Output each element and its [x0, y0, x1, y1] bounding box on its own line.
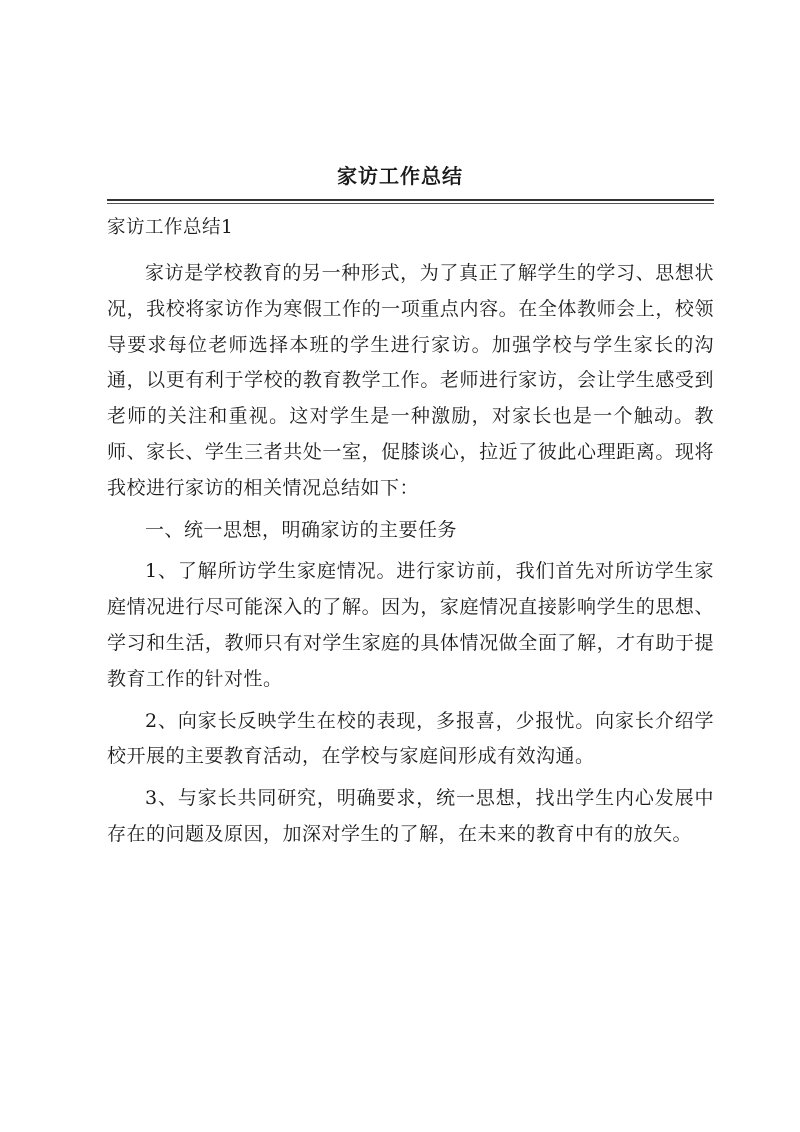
- paragraph-item-3: 3、与家长共同研究，明确要求，统一思想，找出学生内心发展中存在的问题及原因，加深对学生的了解，在未来的教育中有的放矢。: [107, 787, 714, 845]
- paragraph-item-2: 2、向家长反映学生在校的表现，多报喜，少报忧。向家长介绍学校开展的主要教育活动，在学校与家庭间形成有效沟通。: [107, 709, 714, 768]
- title-divider-thin: [107, 203, 714, 204]
- body-text: [107, 256, 714, 853]
- title-divider-thick: [107, 199, 714, 201]
- document-title: 家访工作总结: [337, 164, 463, 188]
- paragraph-item-1: 1、了解所访学生家庭情况。进行家访前，我们首先对所访学生家庭情况进行尽可能深入的了解。因为，家庭情况直接影响学生的思想、学习和生活，教师只有对学生家庭的具体情况做全面了解，才有助于提教育工作的针对性。: [107, 560, 714, 690]
- paragraph-intro: 家访是学校教育的另一种形式，为了真正了解学生的学习、思想状况，我校将家访作为寒假工作的一项重点内容。在全体教师会上，校领导要求每位老师选择本班的学生进行家访。加强学校与学生家长的沟通，以更有利于学校的教育教学工作。老师进行家访，会让学生感受到老师的关注和重视。这对学生是一种激励，对家长也是一个触动。教师、家长、学生三者共处一室，促膝谈心，拉近了彼此心理距离。现将我校进行家访的相关情况总结如下：: [107, 262, 714, 499]
- section-heading: 家访工作总结1: [107, 217, 234, 238]
- paragraph-heading-1: 一、统一思想，明确家访的主要任务: [145, 518, 458, 541]
